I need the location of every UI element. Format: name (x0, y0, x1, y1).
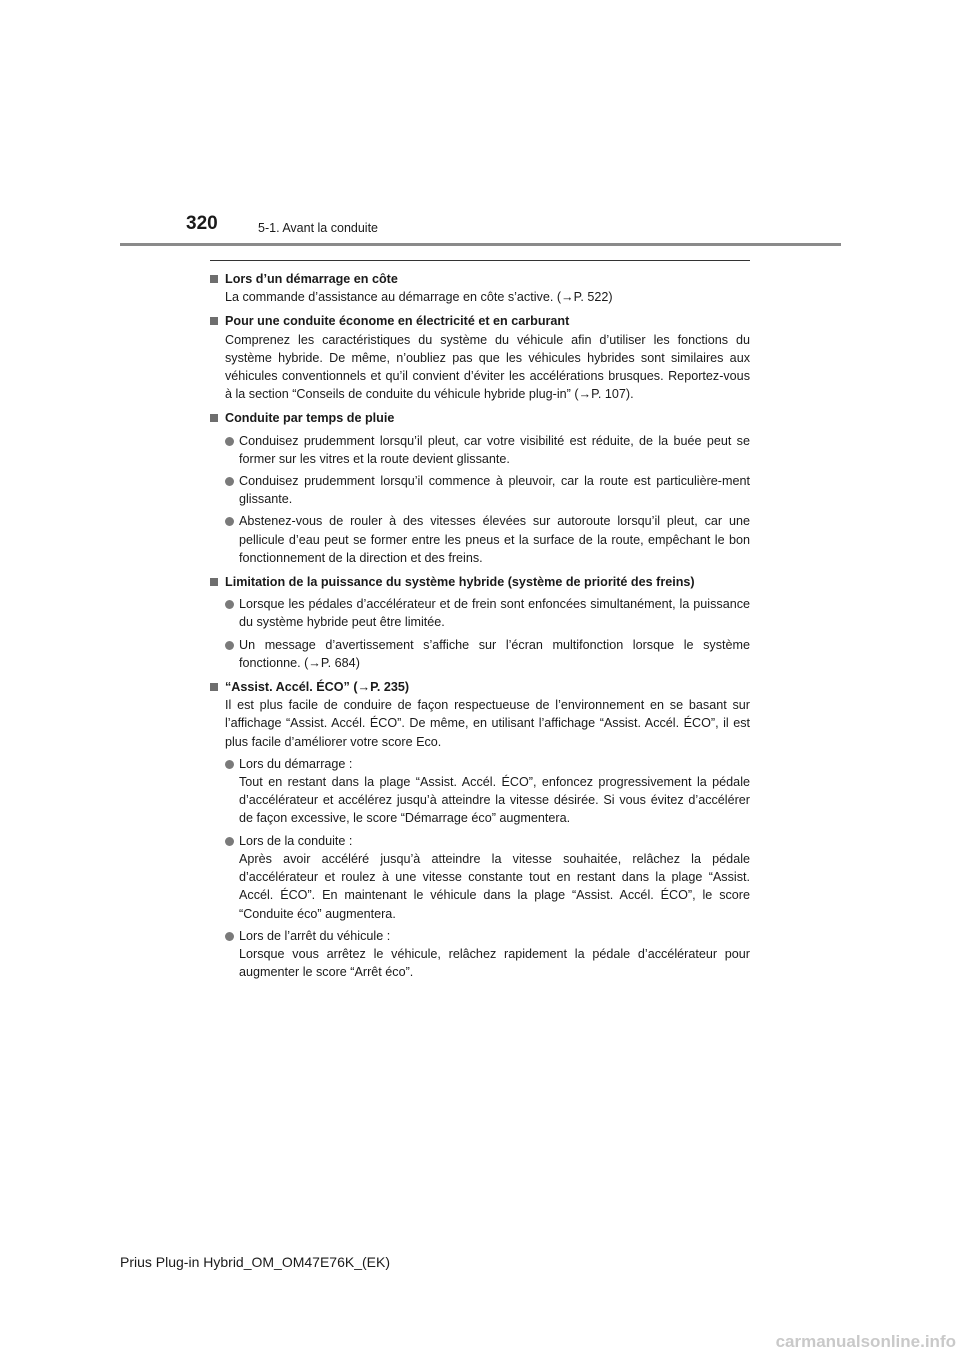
list-item: Un message d’avertissement s’affiche sur l’écran multifonction lorsque le système fonctionne. (→P. 684) (210, 636, 750, 672)
square-bullet-icon (210, 578, 218, 586)
square-bullet-icon (210, 414, 218, 422)
section-label: 5-1. Avant la conduite (258, 221, 378, 235)
list-item: Conduisez prudemment lorsqu’il pleut, car votre visibilité est réduite, de la buée peut se former sur les vitres et la route devient glissante. (210, 432, 750, 468)
list-item-label: Lors du démarrage : (239, 756, 353, 771)
circle-bullet-icon (225, 641, 234, 650)
circle-bullet-icon (225, 837, 234, 846)
list-item (210, 927, 750, 982)
circle-bullet-icon (225, 760, 234, 769)
section-paragraph: La commande d’assistance au démarrage en côte s’active. (→P. 522) (225, 290, 613, 305)
section-heading: Conduite par temps de pluie (210, 409, 750, 427)
list-item: Lorsque les pédales d’accélérateur et de frein sont enfoncées simultanément, la puissance du système hybride peut être limitée. (210, 595, 750, 631)
section-paragraph: Il est plus facile de conduire de façon respectueuse de l’environnement en se basant sur l’affichage “Assist. Accél. ÉCO”. De même, en utilisant l’affichage “Assist. Accél. ÉCO”, il est plus facile d’améliorer votre score Eco. (225, 698, 750, 749)
section-heading: Lors d’un démarrage en côte (210, 270, 750, 288)
watermark: carmanualsonline.info (775, 1332, 956, 1351)
list-item (210, 755, 750, 828)
circle-bullet-icon (225, 600, 234, 609)
page-number: 320 (186, 213, 218, 234)
circle-bullet-icon (225, 477, 234, 486)
list-item: Conduisez prudemment lorsqu’il commence à pleuvoir, car la route est particulière-ment glissante. (210, 472, 750, 508)
list-item-text: Tout en restant dans la plage “Assist. Accél. ÉCO”, enfoncez progressivement la pédale d’accélérateur et accélérez jusqu’à atteindre la vitesse désirée. Si vous évitez d’accélérer de façon excessive, le score “Démarrage éco” augmentera. (239, 775, 750, 826)
section-eco-assist (210, 678, 750, 981)
list-item-text: Lorsque vous arrêtez le véhicule, relâchez rapidement la pédale d’accélérateur pour augmenter le score “Arrêt éco”. (239, 946, 750, 980)
section-rain-driving (210, 409, 750, 567)
content-divider (210, 260, 750, 261)
square-bullet-icon (210, 683, 218, 691)
section-heading: Limitation de la puissance du système hybride (système de priorité des freins) (210, 573, 750, 591)
circle-bullet-icon (225, 932, 234, 941)
square-bullet-icon (210, 275, 218, 283)
list-item-text: Après avoir accéléré jusqu’à atteindre la vitesse souhaitée, relâchez la pédale d’accélérateur et roulez à une vitesse constante tout en restant dans la plage “Assist. Accél. ÉCO”. En maintenant le véhicule dans la plage “Assist. Accél. ÉCO”, le score “Conduite éco” augmentera. (239, 851, 750, 921)
section-paragraph: Comprenez les caractéristiques du système du véhicule afin d’utiliser les fonctions du système hybride. De même, n’oubliez pas que les véhicules hybrides sont similaires aux véhicules conventionnels et qu’il convient d’éviter les accélérations brusques. Reportez-vous à la section “Conseils de conduite du véhicule hybride plug-in” (→P. 107). (225, 332, 750, 402)
list-item: Abstenez-vous de rouler à des vitesses élevées sur autoroute lorsqu’il pleut, car une pellicule d’eau peut se former entre les pneus et la surface de la route, empêchant le bon fonctionnement de la direction et des freins. (210, 512, 750, 567)
section-heading: Pour une conduite économe en électricité et en carburant (210, 312, 750, 330)
section-power-limitation (210, 573, 750, 672)
circle-bullet-icon (225, 437, 234, 446)
section-heading: “Assist. Accél. ÉCO” (→P. 235) (210, 678, 750, 696)
circle-bullet-icon (225, 517, 234, 526)
section-hill-start (210, 270, 750, 306)
list-item (210, 832, 750, 923)
section-eco-driving (210, 312, 750, 403)
list-item-label: Lors de la conduite : (239, 833, 353, 848)
header-divider (120, 243, 841, 246)
square-bullet-icon (210, 317, 218, 325)
content-body (210, 270, 750, 987)
list-item-label: Lors de l’arrêt du véhicule : (239, 928, 391, 943)
footer-doc-id: Prius Plug-in Hybrid_OM_OM47E76K_(EK) (120, 1254, 390, 1270)
